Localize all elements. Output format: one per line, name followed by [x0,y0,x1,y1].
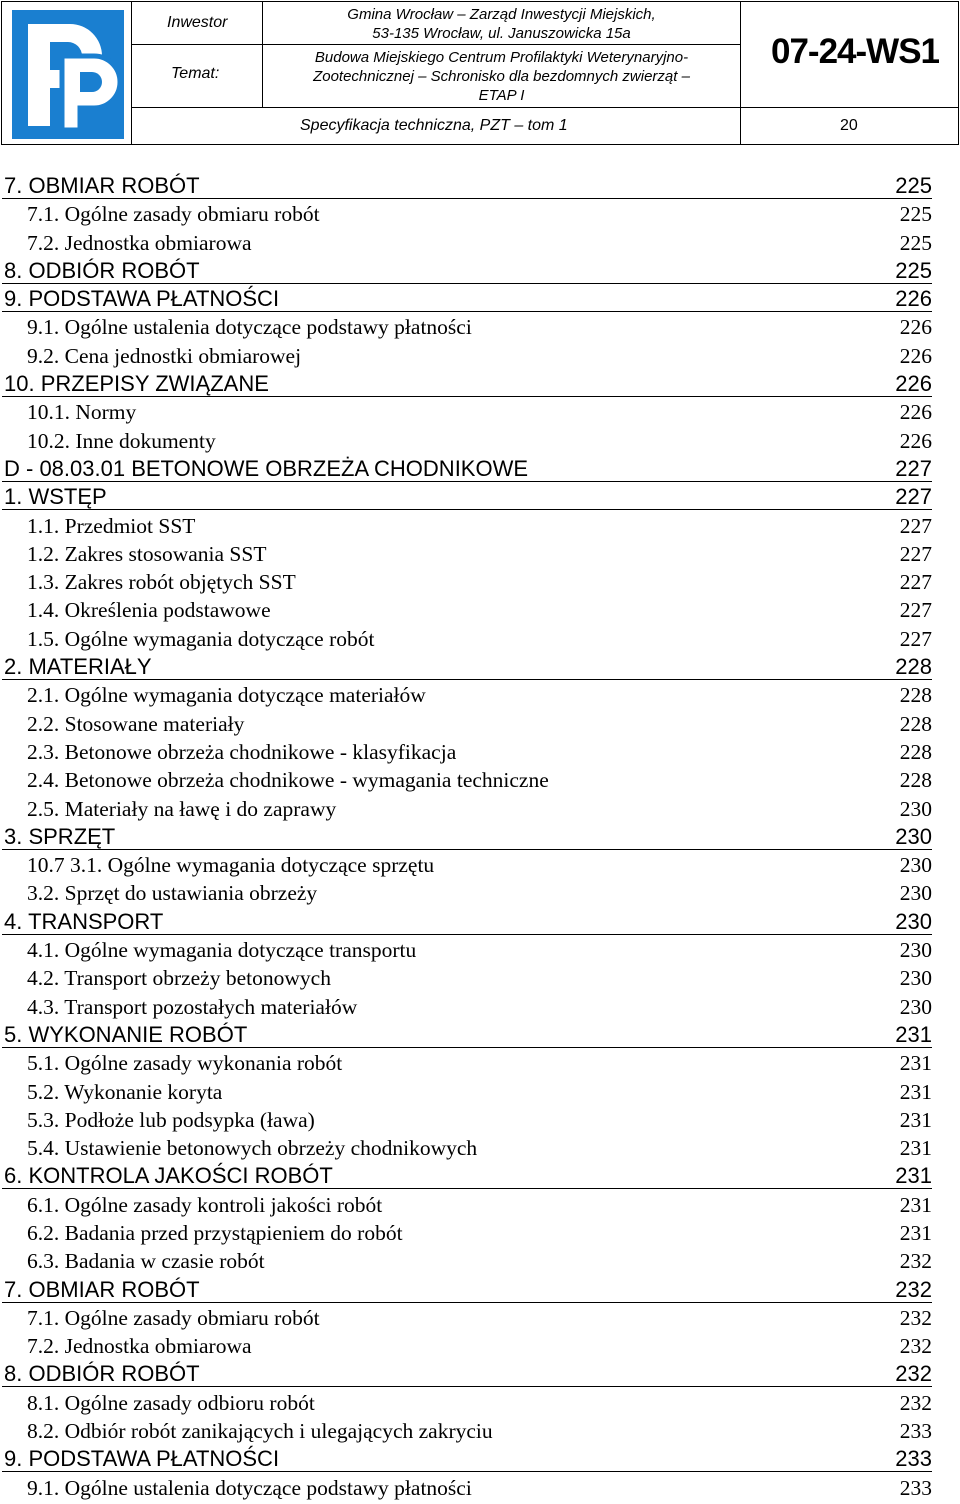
toc-subsection-row[interactable] [0,879,960,907]
topic-value [263,48,740,105]
topic-value-cell [262,44,741,108]
toc-entry-page: 226 [895,286,932,312]
toc-underline [2,509,932,510]
toc-entry-page: 230 [899,881,932,906]
toc-entry-title: 2.4. Betonowe obrzeża chodnikowe - wymagania techniczne [27,768,549,793]
toc-underline [2,849,932,850]
toc-entry-page: 232 [899,1390,932,1415]
toc-entry-title: 4.2. Transport obrzeży betonowych [27,966,331,991]
toc-entry-title: 5. WYKONANIE ROBÓT [4,1021,248,1047]
toc-entry-title: 1.5. Ogólne wymagania dotyczące robót [27,626,375,651]
toc-subsection-row[interactable] [0,681,960,709]
toc-entry-page: 232 [899,1334,932,1359]
toc-entry-title: 4. TRANSPORT [4,908,164,934]
toc-subsection-row[interactable] [0,1191,960,1219]
toc-section-row[interactable] [0,1445,960,1473]
logo-shape [12,10,124,139]
toc-entry-title: 4.3. Transport pozostałych materiałów [27,994,358,1019]
toc-entry-page: 230 [895,823,932,849]
toc-section-row[interactable] [0,1162,960,1190]
investor-line-2: 53-135 Wrocław, ul. Januszowicka 15a [372,25,631,42]
toc-section-row[interactable] [0,653,960,681]
investor-label: Inwestor [167,14,228,31]
toc-underline [2,1047,932,1048]
toc-entry-title: 8.1. Ogólne zasady odbioru robót [27,1390,315,1415]
toc-entry-page: 228 [899,739,932,764]
toc-entry-page: 233 [895,1446,932,1472]
toc-subsection-row[interactable] [0,766,960,794]
toc-entry-title: D - 08.03.01 BETONOWE OBRZEŻA CHODNIKOWE [4,455,529,481]
toc-underline [2,1471,932,1472]
toc-subsection-row[interactable] [0,1417,960,1445]
toc-entry-title: 9.2. Cena jednostki obmiarowej [27,343,302,368]
toc-subsection-row[interactable] [0,625,960,653]
toc-entry-page: 230 [899,938,932,963]
investor-value [263,5,740,43]
toc-entry-title: 5.3. Podłoże lub podsypka (ława) [27,1107,315,1132]
toc-entry-page: 228 [895,654,932,680]
toc-subsection-row[interactable] [0,229,960,257]
toc-entry-title: 1. WSTĘP [4,484,107,510]
toc-section-row[interactable] [0,1276,960,1304]
toc-entry-title: 2.5. Materiały na ławę i do zaprawy [27,796,337,821]
toc-entry-title: 7. OBMIAR ROBÓT [4,173,200,198]
toc-subsection-row[interactable] [0,1247,960,1275]
toc-entry-page: 226 [899,343,932,368]
toc-entry-page: 232 [895,1361,932,1387]
toc-subsection-row[interactable] [0,1474,960,1502]
topic-label-cell [131,44,263,108]
toc-entry-page: 232 [895,1276,932,1302]
toc-entry-page: 230 [895,908,932,934]
toc-entry-page: 231 [895,1021,932,1047]
toc-entry-title: 1.4. Określenia podstawowe [27,598,271,623]
toc-subsection-row[interactable] [0,568,960,596]
toc-entry-title: 3. SPRZĘT [4,823,116,849]
toc-subsection-row[interactable] [0,851,960,879]
toc-entry-title: 1.2. Zakres stosowania SST [27,541,267,566]
toc-entry-title: 7.1. Ogólne zasady obmiaru robót [27,1305,320,1330]
toc-entry-title: 8. ODBIÓR ROBÓT [4,1361,200,1387]
toc-entry-page: 227 [899,598,932,623]
toc-entry-title: 6.2. Badania przed przystąpieniem do robót [27,1220,403,1245]
toc-entry-page: 226 [899,400,932,425]
toc-subsection-row[interactable] [0,1219,960,1247]
toc-entry-title: 3.2. Sprzęt do ustawiania obrzeży [27,881,318,906]
toc-subsection-row[interactable] [0,596,960,624]
toc-entry-title: 7.1. Ogólne zasady obmiaru robót [27,202,320,227]
toc-section-row[interactable] [0,455,960,483]
toc-entry-title: 2.3. Betonowe obrzeża chodnikowe - klasyfikacja [27,739,457,764]
investor-label-cell [131,1,263,45]
toc-entry-page: 226 [899,315,932,340]
toc-entry-page: 226 [899,428,932,453]
toc-subsection-row[interactable] [0,427,960,455]
toc-entry-page: 230 [899,994,932,1019]
toc-entry-page: 231 [899,1136,932,1161]
toc-underline [2,481,932,482]
toc-entry-page: 231 [899,1192,932,1217]
toc-underline [2,679,932,680]
toc-entry-title: 7.2. Jednostka obmiarowa [27,1334,252,1359]
toc-subsection-row[interactable] [0,993,960,1021]
toc-entry-page: 226 [895,371,932,397]
toc-entry-title: 2.2. Stosowane materiały [27,711,245,736]
spec-cell [131,107,741,145]
toc-entry-page: 228 [899,768,932,793]
investor-value-cell [262,1,741,45]
toc-entry-page: 225 [895,173,932,198]
toc-subsection-row[interactable] [0,738,960,766]
toc-entry-page: 227 [899,626,932,651]
company-logo [10,8,126,141]
toc-entry-title: 1.3. Zakres robót objętych SST [27,570,296,595]
toc-underline [2,934,932,935]
toc-subsection-row[interactable] [0,313,960,341]
toc-entry-page: 227 [899,570,932,595]
toc-underline [2,1386,932,1387]
toc-subsection-row[interactable] [0,936,960,964]
toc-entry-title: 9.1. Ogólne ustalenia dotyczące podstawy płatności [27,1475,472,1500]
toc-section-row[interactable] [0,370,960,398]
toc-entry-page: 233 [899,1475,932,1500]
document-code: 07-24-WS1 [771,32,940,71]
toc-subsection-row[interactable] [0,540,960,568]
toc-entry-title: 4.1. Ogólne wymagania dotyczące transportu [27,938,417,963]
toc-entry-page: 227 [899,541,932,566]
topic-label: Temat: [171,65,220,82]
toc-entry-page: 227 [895,484,932,510]
topic-line-1: Budowa Miejskiego Centrum Profilaktyki Weterynaryjno- [314,49,689,66]
toc-entry-page: 230 [899,796,932,821]
toc-entry-title: 8.2. Odbiór robót zanikających i ulegających zakryciu [27,1419,493,1444]
toc-underline [2,396,932,397]
toc-subsection-row[interactable] [0,342,960,370]
toc-entry-title: 6.1. Ogólne zasady kontroli jakości robót [27,1192,383,1217]
toc-entry-title: 5.2. Wykonanie koryta [27,1079,223,1104]
toc-entry-page: 230 [899,966,932,991]
toc-entry-page: 230 [899,853,932,878]
toc-entry-page: 231 [899,1051,932,1076]
toc-underline [2,1302,932,1303]
toc-entry-title: 2. MATERIAŁY [4,654,152,680]
toc-entry-title: 8. ODBIÓR ROBÓT [4,257,200,283]
toc-entry-title: 7. OBMIAR ROBÓT [4,1276,200,1302]
toc-entry-page: 228 [899,683,932,708]
toc-entry-title: 10.2. Inne dokumenty [27,428,216,453]
toc-entry-title: 6.3. Badania w czasie robót [27,1249,265,1274]
toc-subsection-row[interactable] [0,1049,960,1077]
toc-section-row[interactable] [0,172,960,200]
toc-entry-title: 1.1. Przedmiot SST [27,513,196,538]
toc-entry-title: 2.1. Ogólne wymagania dotyczące materiałów [27,683,426,708]
toc-section-row[interactable] [0,483,960,511]
toc-entry-title: 9. PODSTAWA PŁATNOŚCI [4,1446,280,1472]
toc-entry-title: 10. PRZEPISY ZWIĄZANE [4,371,269,397]
toc-entry-title: 10.7 3.1. Ogólne wymagania dotyczące sprzętu [27,853,435,878]
toc-entry-page: 232 [899,1249,932,1274]
toc-subsection-row[interactable] [0,200,960,228]
toc-entry-title: 5.1. Ogólne zasady wykonania robót [27,1051,343,1076]
toc-section-row[interactable] [0,285,960,313]
toc-entry-title: 10.1. Normy [27,400,137,425]
toc-subsection-row[interactable] [0,1134,960,1162]
toc-subsection-row[interactable] [0,1389,960,1417]
topic-line-2: Zootechnicznej – Schronisko dla bezdomnych zwierząt – [313,68,690,85]
toc-section-row[interactable] [0,257,960,285]
toc-section-row[interactable] [0,1021,960,1049]
toc-underline [2,283,932,284]
toc-entry-title: 5.4. Ustawienie betonowych obrzeży chodnikowych [27,1136,478,1161]
toc-entry-page: 231 [899,1107,932,1132]
toc-entry-page: 231 [899,1220,932,1245]
toc-underline [2,1188,932,1189]
page-number: 20 [840,117,858,134]
toc-subsection-row[interactable] [0,1304,960,1332]
toc-entry-title: 7.2. Jednostka obmiarowa [27,230,252,255]
toc-entry-title: 9.1. Ogólne ustalenia dotyczące podstawy płatności [27,315,472,340]
toc-entry-page: 228 [899,711,932,736]
document-header [0,0,960,150]
toc-entry-page: 225 [899,230,932,255]
toc-entry-page: 231 [899,1079,932,1104]
toc-entry-page: 231 [895,1163,932,1189]
spec-title: Specyfikacja techniczna, PZT – tom 1 [300,117,568,134]
toc-section-row[interactable] [0,1360,960,1388]
toc-subsection-row[interactable] [0,964,960,992]
toc-subsection-row[interactable] [0,1078,960,1106]
toc-entry-page: 227 [899,513,932,538]
toc-subsection-row[interactable] [0,710,960,738]
toc-subsection-row[interactable] [0,512,960,540]
toc-entry-page: 225 [895,257,932,283]
page-number-cell [740,107,959,145]
code-cell [740,1,959,108]
toc-underline [2,198,932,199]
toc-entry-page: 233 [899,1419,932,1444]
toc-underline [2,311,932,312]
logo-cell [1,1,132,145]
toc-entry-page: 227 [895,455,932,481]
toc-subsection-row[interactable] [0,1332,960,1360]
toc-section-row[interactable] [0,823,960,851]
toc-entry-page: 225 [899,202,932,227]
toc-subsection-row[interactable] [0,795,960,823]
toc-section-row[interactable] [0,908,960,936]
table-of-contents [0,172,960,1502]
topic-line-3: ETAP I [478,87,525,104]
toc-subsection-row[interactable] [0,1106,960,1134]
toc-entry-title: 6. KONTROLA JAKOŚCI ROBÓT [4,1163,333,1189]
toc-subsection-row[interactable] [0,398,960,426]
toc-entry-title: 9. PODSTAWA PŁATNOŚCI [4,286,280,312]
toc-entry-page: 232 [899,1305,932,1330]
investor-line-1: Gmina Wrocław – Zarząd Inwestycji Miejskich, [347,6,656,23]
